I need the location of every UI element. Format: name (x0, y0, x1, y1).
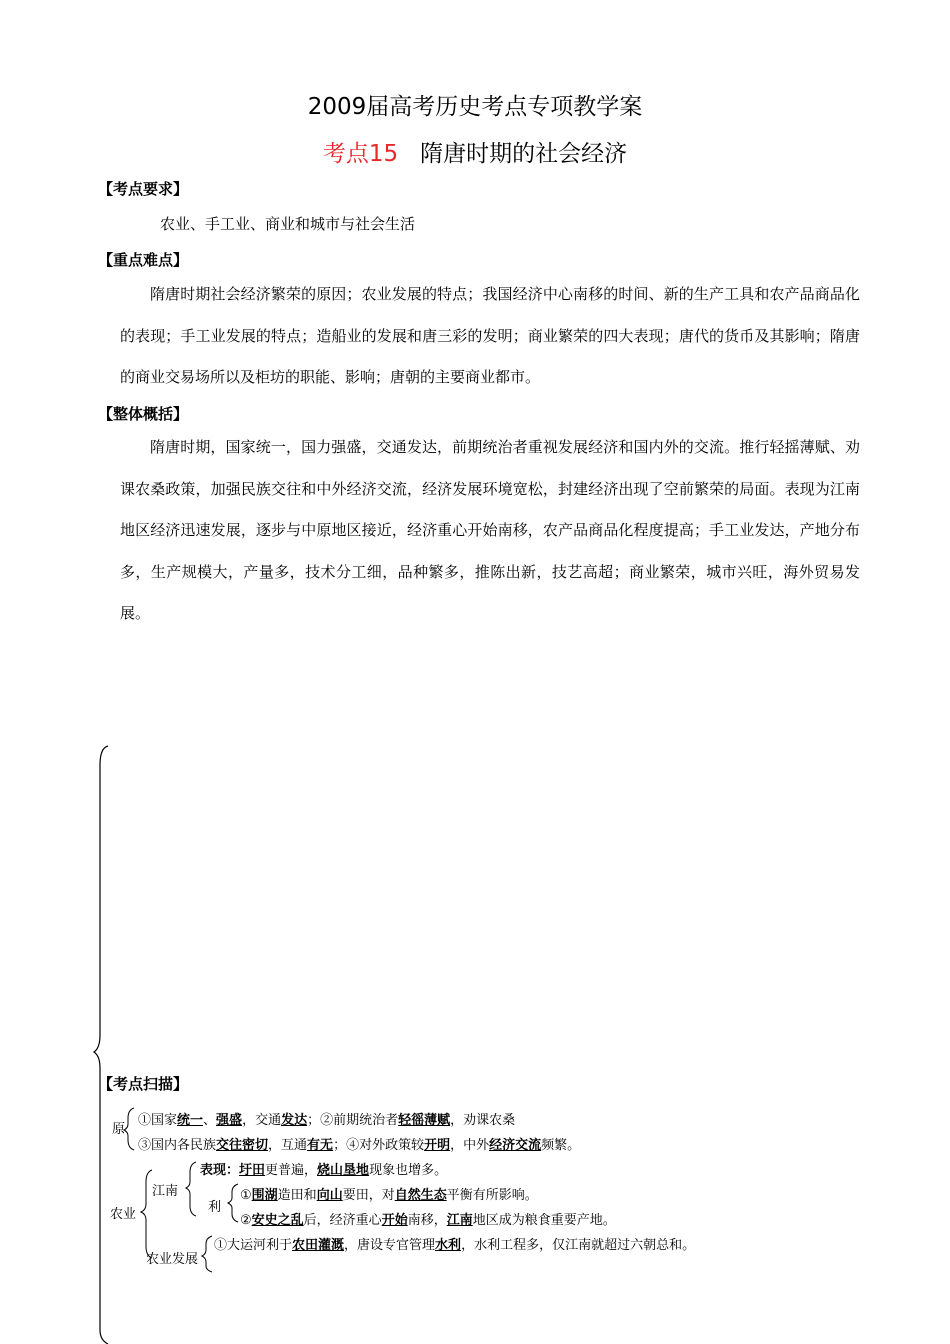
text-segment: 更普遍， (265, 1163, 318, 1178)
overview-heading: 【整体概括】 (98, 405, 189, 423)
development-line-1 (214, 1234, 695, 1253)
text-segment: 南移， (407, 1213, 447, 1228)
key-points-text: 隋唐时期社会经济繁荣的原因；农业发展的特点；我国经济中心南移的时间、新的生产工具和农产品商品化的表现；手工业发展的特点；造船业的发展和唐三彩的发明；商业繁荣的四大表现；唐代的货币及其影响；隋唐的商业交易场所以及柜坊的职能、影响；唐朝的主要商业都市。 (120, 285, 860, 386)
keyword: 交往密切 (216, 1138, 269, 1153)
keyword: 轻徭薄赋 (398, 1113, 451, 1128)
development-label: 农业发展 (146, 1252, 199, 1267)
keyword: 围湖 (251, 1188, 278, 1203)
text-segment: ② (240, 1213, 252, 1228)
text-segment: ，互通 (268, 1138, 308, 1153)
topic-name: 隋唐时期的社会经济 (420, 141, 628, 167)
keyword: 发达 (281, 1113, 308, 1128)
biaoxian-label: 表现： (200, 1163, 240, 1178)
scan-heading: 【考点扫描】 (98, 1075, 189, 1093)
keyword: 开始 (381, 1213, 408, 1228)
jiangnan-label: 江南 (152, 1184, 179, 1199)
text-segment: ① (240, 1188, 252, 1203)
text-segment: ，水利工程多，仅江南就超过六朝总和。 (461, 1238, 696, 1253)
keyword: 经济交流 (489, 1138, 542, 1153)
text-segment: ①大运河利于 (214, 1238, 293, 1253)
text-segment: 平衡有所影响。 (446, 1188, 538, 1203)
keyword: 烧山垦地 (317, 1163, 370, 1178)
keyword: 统一 (177, 1113, 204, 1128)
text-segment: 地区成为粮食重要产地。 (472, 1213, 616, 1228)
reason-line-2 (138, 1134, 580, 1153)
overview-text: 隋唐时期，国家统一，国力强盛，交通发达，前期统治者重视发展经济和国内外的交流。推行轻摇薄赋、劝课农桑政策，加强民族交往和中外经济交流，经济发展环境宽松，封建经济出现了空前繁荣的局面。表现为江南地区经济迅速发展，逐步与中原地区接近，经济重心开始南移，农产品商品化程度提高；手工业发达，产地分布多，生产规模大，产量多，技术分工细，品种繁多，推陈出新，技艺高超；商业繁荣，城市兴旺，海外贸易发展。 (120, 438, 860, 622)
reason-label: 原 (112, 1122, 126, 1137)
keyword: 自然生态 (394, 1188, 447, 1203)
keyword: 安史之乱 (251, 1213, 304, 1228)
key-points-heading: 【重点难点】 (98, 251, 189, 269)
keyword: 江南 (446, 1213, 473, 1228)
keyword: 向山 (316, 1188, 343, 1203)
keyword: 有无 (307, 1138, 334, 1153)
requirements-text: 农业、手工业、商业和城市与社会生活 (160, 215, 416, 233)
text-segment: 后，经济重心 (303, 1213, 382, 1228)
keyword: 开明 (424, 1138, 451, 1153)
text-segment: ，唐设专官管理 (344, 1238, 436, 1253)
topic-number: 考点15 (322, 141, 399, 167)
text-segment: ③国内各民族 (138, 1138, 217, 1153)
li-label: 利 (208, 1200, 222, 1215)
text-segment: 现象也增多。 (369, 1163, 448, 1178)
text-segment: 要田，对 (342, 1188, 395, 1203)
reason-line-1 (138, 1109, 515, 1128)
li-line-1 (240, 1184, 538, 1203)
keyword: 农田灌溉 (292, 1238, 345, 1253)
document-title: 2009届高考历史考点专项教学案 (307, 94, 643, 120)
text-segment: 造田和 (277, 1188, 317, 1203)
text-segment: 、 (203, 1113, 217, 1128)
text-segment: ①国家 (138, 1113, 178, 1128)
requirements-heading: 【考点要求】 (98, 180, 189, 198)
biaoxian-content (239, 1163, 447, 1178)
keyword: 圩田 (239, 1163, 266, 1178)
text-segment: 频繁。 (541, 1138, 581, 1153)
text-segment: ，交通 (242, 1113, 282, 1128)
text-segment: ；④对外政策较 (333, 1138, 425, 1153)
agriculture-label: 农业 (110, 1207, 137, 1222)
li-line-2 (240, 1209, 616, 1228)
text-segment: ；②前期统治者 (307, 1113, 399, 1128)
keyword: 强盛 (216, 1113, 243, 1128)
text-segment: ，中外 (450, 1138, 490, 1153)
text-segment: ，劝课农桑 (450, 1113, 516, 1128)
keyword: 水利 (435, 1238, 462, 1253)
biaoxian-line (200, 1159, 447, 1178)
